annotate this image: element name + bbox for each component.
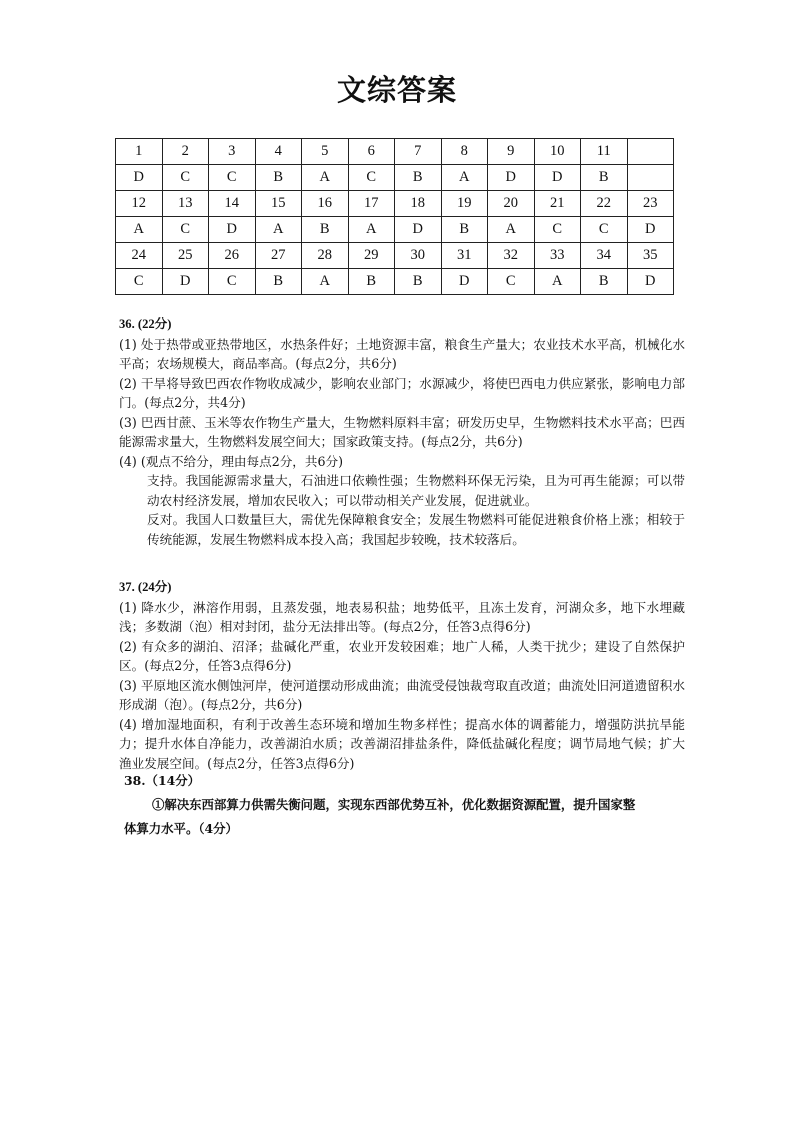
answer-paragraph-oppose: 反对。我国人口数量巨大，需优先保障粮食安全；发展生物燃料可能促进粮食价格上涨；相较于传统能源，发展生物燃料成本投入高；我国起步较晚，技术较落后。	[147, 512, 685, 547]
question-number-cell: 35	[627, 243, 674, 269]
answer-cell: D	[627, 217, 674, 243]
question-number-row	[116, 243, 674, 269]
answer-cell: D	[441, 269, 488, 295]
answer-table	[115, 138, 674, 295]
answer-line: 体算力水平。（4分）	[124, 821, 238, 836]
section-heading-36: 36. (22分)	[119, 317, 172, 331]
answer-cell: D	[209, 217, 256, 243]
question-number-cell: 28	[302, 243, 349, 269]
answer-cell: D	[162, 269, 209, 295]
answer-line: (1) 降水少，淋溶作用弱，且蒸发强，地表易积盐；地势低平，且冻土发育，河湖众多，地下水埋藏浅；多数湖（泡）相对封闭，盐分无法排出等。(每点2分，任答3点得6分)	[119, 599, 685, 634]
section-heading-37: 37. (24分)	[119, 580, 172, 594]
question-36-section	[119, 315, 685, 549]
question-number-cell: 16	[302, 191, 349, 217]
answer-cell: B	[441, 217, 488, 243]
answer-line: (2) 干旱将导致巴西农作物收成减少，影响农业部门；水源减少，将使巴西电力供应紧张，影响电力部门。(每点2分，共4分)	[119, 375, 685, 410]
question-number-cell: 4	[255, 139, 302, 165]
answer-line: (1) 处于热带或亚热带地区，水热条件好；土地资源丰富，粮食生产量大；农业技术水平高，机械化水平高；农场规模大，商品率高。(每点2分，共6分)	[119, 336, 685, 371]
answer-line: ①解决东西部算力供需失衡问题，实现东西部优势互补，优化数据资源配置，提升国家整	[152, 797, 636, 812]
answer-cell: B	[395, 165, 442, 191]
question-number-cell: 21	[534, 191, 581, 217]
answer-cell: D	[627, 269, 674, 295]
answer-row	[116, 165, 674, 191]
question-number-cell: 9	[488, 139, 535, 165]
answer-cell: A	[116, 217, 163, 243]
answer-cell: A	[534, 269, 581, 295]
question-number-cell: 29	[348, 243, 395, 269]
question-number-cell: 25	[162, 243, 209, 269]
answer-row	[116, 269, 674, 295]
answer-line: (3) 巴西甘蔗、玉米等农作物生产量大，生物燃料原料丰富；研发历史早，生物燃料技术水平高；巴西能源需求量大，生物燃料发展空间大；国家政策支持。(每点2分，共6分)	[119, 414, 685, 449]
answer-cell: B	[395, 269, 442, 295]
question-number-cell: 10	[534, 139, 581, 165]
answer-cell: A	[488, 217, 535, 243]
answer-cell: C	[209, 269, 256, 295]
answer-cell: C	[534, 217, 581, 243]
answer-cell: C	[116, 269, 163, 295]
question-number-cell: 24	[116, 243, 163, 269]
question-number-cell: 20	[488, 191, 535, 217]
answer-cell: D	[116, 165, 163, 191]
answer-cell	[627, 165, 674, 191]
page-title: 文综答案	[336, 73, 457, 107]
answer-line: (4) (观点不给分，理由每点2分，共6分)	[119, 453, 344, 469]
answer-cell: A	[348, 217, 395, 243]
question-number-cell: 33	[534, 243, 581, 269]
answer-cell: D	[395, 217, 442, 243]
question-number-cell: 12	[116, 191, 163, 217]
question-number-cell: 27	[255, 243, 302, 269]
question-number-cell: 34	[581, 243, 628, 269]
answer-line: (4) 增加湿地面积，有利于改善生态环境和增加生物多样性；提高水体的调蓄能力，增强防洪抗旱能力；提升水体自净能力，改善湖泊水质；改善湖沼排盐条件，降低盐碱化程度；调节局地气候；扩大渔业发展空间。(每点2分，任答3点得6分)	[119, 716, 685, 771]
answer-cell: A	[441, 165, 488, 191]
question-number-cell: 18	[395, 191, 442, 217]
answer-cell: B	[348, 269, 395, 295]
answer-cell: A	[302, 165, 349, 191]
answer-cell: A	[255, 217, 302, 243]
answer-cell: C	[488, 269, 535, 295]
answer-line: (2) 有众多的湖泊、沼泽；盐碱化严重，农业开发较困难；地广人稀，人类干扰少；建设了自然保护区。(每点2分，任答3点得6分)	[119, 638, 685, 673]
answer-cell: A	[302, 269, 349, 295]
answer-cell: C	[209, 165, 256, 191]
question-number-cell: 14	[209, 191, 256, 217]
question-number-cell: 31	[441, 243, 488, 269]
question-number-cell: 13	[162, 191, 209, 217]
question-number-cell: 17	[348, 191, 395, 217]
question-number-cell: 5	[302, 139, 349, 165]
question-number-cell: 1	[116, 139, 163, 165]
question-38-section	[124, 769, 684, 841]
question-number-cell: 6	[348, 139, 395, 165]
answer-cell: C	[581, 217, 628, 243]
answer-cell: C	[348, 165, 395, 191]
answer-cell: D	[488, 165, 535, 191]
question-number-cell: 23	[627, 191, 674, 217]
question-number-row	[116, 139, 674, 165]
question-number-cell: 30	[395, 243, 442, 269]
question-number-cell: 19	[441, 191, 488, 217]
question-number-row	[116, 191, 674, 217]
section-heading-38: 38.（14分）	[124, 773, 200, 788]
answer-cell: C	[162, 165, 209, 191]
answer-cell: B	[302, 217, 349, 243]
question-number-cell: 2	[162, 139, 209, 165]
answer-cell: B	[581, 269, 628, 295]
question-number-cell: 3	[209, 139, 256, 165]
question-number-cell: 7	[395, 139, 442, 165]
question-number-cell: 11	[581, 139, 628, 165]
question-number-cell	[627, 139, 674, 165]
question-number-cell: 8	[441, 139, 488, 165]
question-number-cell: 32	[488, 243, 535, 269]
question-number-cell: 15	[255, 191, 302, 217]
answer-cell: D	[534, 165, 581, 191]
answer-paragraph-support: 支持。我国能源需求量大，石油进口依赖性强；生物燃料环保无污染，且为可再生能源；可以带动农村经济发展，增加农民收入；可以带动相关产业发展，促进就业。	[147, 473, 685, 508]
answer-row	[116, 217, 674, 243]
question-number-cell: 26	[209, 243, 256, 269]
answer-cell: C	[162, 217, 209, 243]
question-number-cell: 22	[581, 191, 628, 217]
answer-cell: B	[255, 269, 302, 295]
answer-cell: B	[255, 165, 302, 191]
answer-cell: B	[581, 165, 628, 191]
question-37-section	[119, 578, 685, 773]
answer-line: (3) 平原地区流水侧蚀河岸，使河道摆动形成曲流；曲流受侵蚀裁弯取直改道；曲流处旧河道遗留积水形成湖（泡）。(每点2分，共6分)	[119, 677, 685, 712]
